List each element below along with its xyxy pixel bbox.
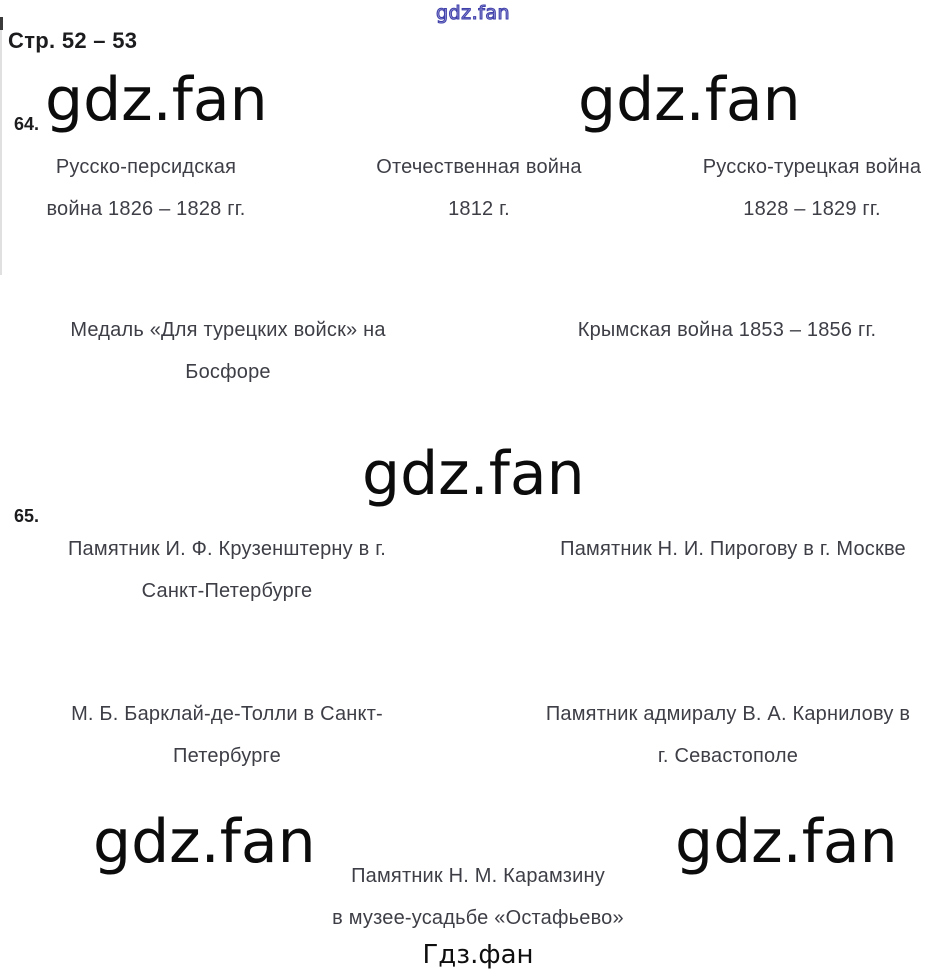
caption-line: Русско-турецкая война bbox=[702, 156, 922, 178]
site-watermark-large: gdz.fan bbox=[362, 439, 585, 509]
caption-line: Босфоре bbox=[185, 361, 271, 383]
caption-russo-turkish-war bbox=[672, 146, 949, 230]
caption-pirogov-monument bbox=[513, 528, 949, 570]
caption-line: Санкт-Петербурге bbox=[141, 580, 313, 602]
caption-barclay-de-tolly-monument bbox=[37, 693, 417, 777]
caption-crimean-war bbox=[527, 309, 927, 351]
site-brand-footer: Гдз.фан bbox=[422, 940, 534, 970]
caption-line: Русско-персидская bbox=[55, 156, 237, 178]
caption-line: Памятник И. Ф. Крузенштерну в г. bbox=[67, 538, 387, 560]
caption-line: Крымская война 1853 – 1856 гг. bbox=[577, 319, 877, 341]
caption-line: в музее-усадьбе «Остафьево» bbox=[332, 907, 624, 929]
site-watermark-large: gdz.fan bbox=[93, 807, 316, 877]
caption-line: Петербурге bbox=[173, 745, 281, 767]
site-watermark-large: gdz.fan bbox=[675, 807, 898, 877]
page-edge-mark bbox=[0, 17, 3, 30]
task-number-65: 65. bbox=[14, 506, 40, 526]
caption-medal-turkish-troops bbox=[38, 309, 418, 393]
caption-karamzin-monument bbox=[278, 855, 678, 939]
caption-kornilov-monument bbox=[508, 693, 948, 777]
caption-line: Медаль «Для турецких войск» на bbox=[70, 319, 386, 341]
caption-line: Памятник адмиралу В. А. Карнилову в bbox=[545, 703, 911, 725]
caption-patriotic-war-1812 bbox=[354, 146, 604, 230]
caption-line: М. Б. Барклай-де-Толли в Санкт- bbox=[71, 703, 383, 725]
caption-russo-persian-war bbox=[20, 146, 272, 230]
caption-line: Отечественная война bbox=[376, 156, 582, 178]
caption-kruzenshtern-monument bbox=[37, 528, 417, 612]
site-watermark-large: gdz.fan bbox=[578, 65, 801, 135]
site-watermark-large: gdz.fan bbox=[45, 65, 268, 135]
caption-line: г. Севастополе bbox=[657, 745, 799, 767]
caption-line: война 1826 – 1828 гг. bbox=[46, 198, 246, 220]
caption-line: 1828 – 1829 гг. bbox=[743, 198, 881, 220]
page-range-heading: Стр. 52 – 53 bbox=[8, 28, 138, 53]
page-edge-line bbox=[0, 30, 2, 275]
caption-line: Памятник Н. М. Карамзину bbox=[351, 865, 605, 887]
caption-line: Памятник Н. И. Пирогову в г. Москве bbox=[560, 538, 906, 560]
task-number-64: 64. bbox=[14, 114, 40, 134]
caption-line: 1812 г. bbox=[448, 198, 510, 220]
site-watermark-small: gdz.fan bbox=[436, 2, 511, 24]
